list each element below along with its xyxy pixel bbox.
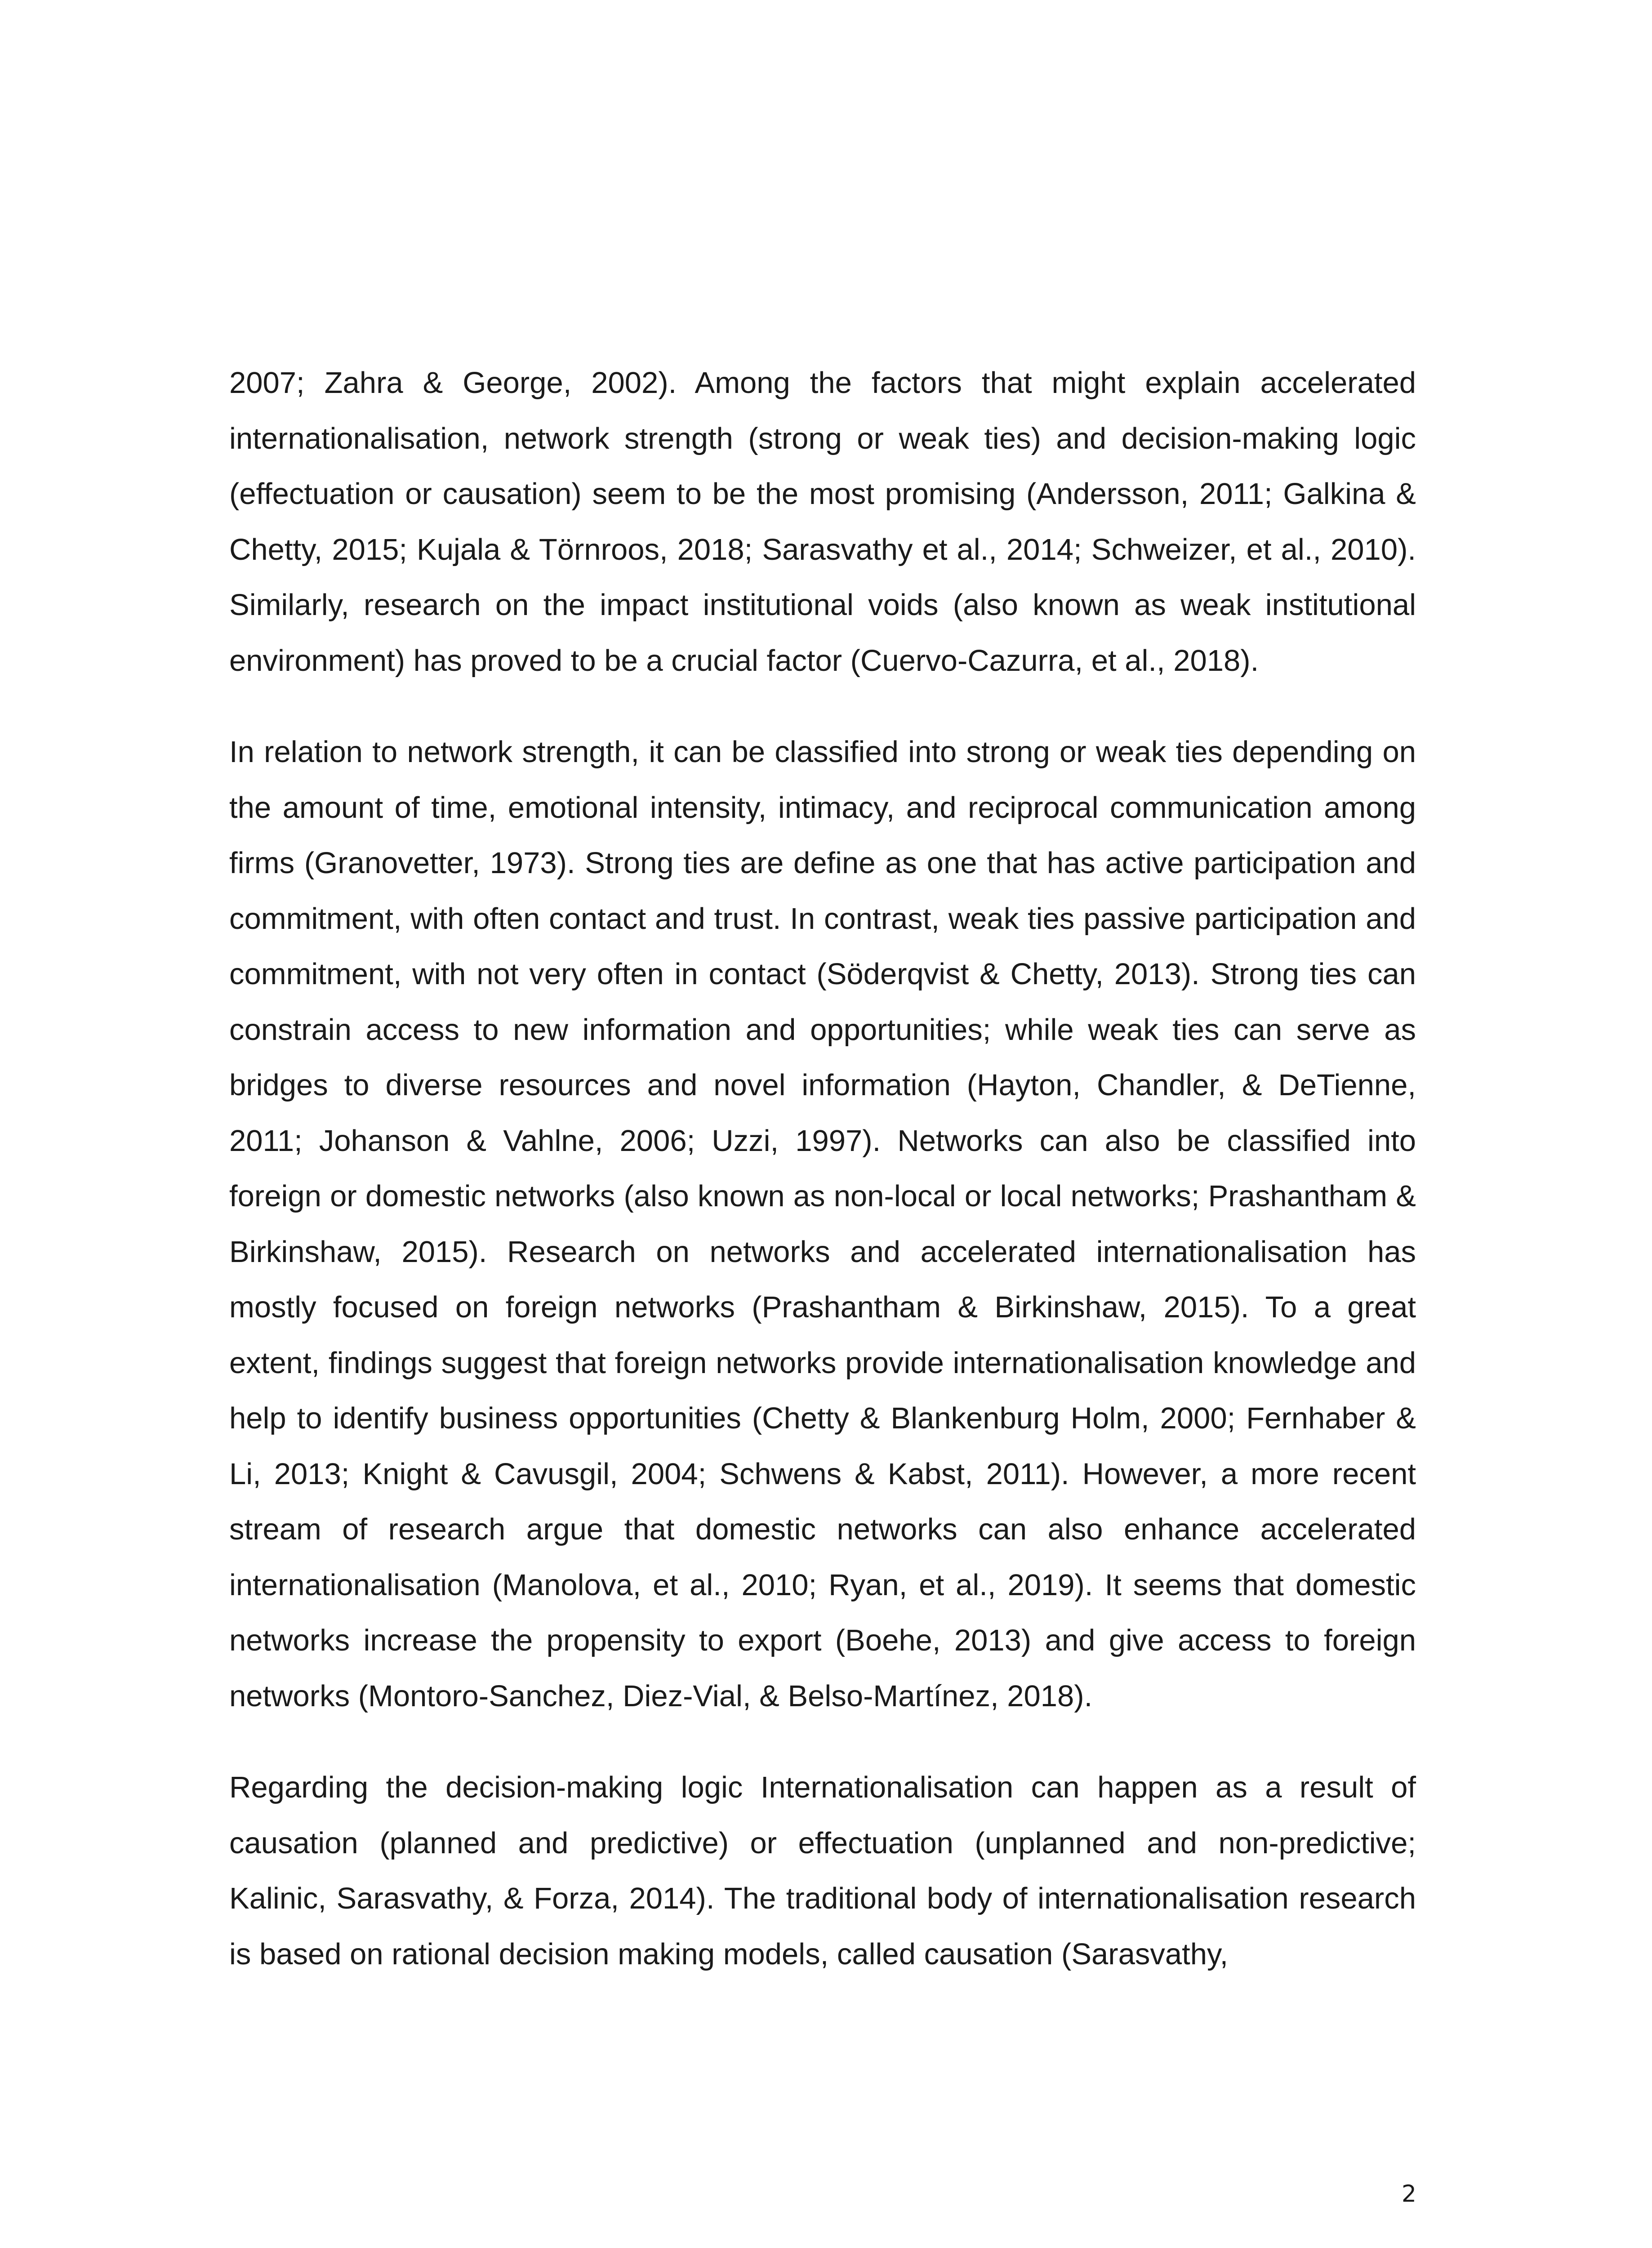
paragraph-3: Regarding the decision-making logic Internationalisation can happen as a result of causation (planned and predictive) or effectuation (unplanned and non-predictive; Kalinic, Sarasvathy, & Forza, 2014). The traditional body of internationalisation research is based on rational decision making models, called causation (Sarasvathy, <box>229 1771 1416 1971</box>
body-text <box>229 355 1416 2018</box>
paragraph-2: In relation to network strength, it can be classified into strong or weak ties depending on the amount of time, emotional intensity, intimacy, and reciprocal communication among firms (Granovetter, 1973). Strong ties are define as one that has active participation and commitment, with often contact and trust. In contrast, weak ties passive participation and commitment, with not very often in contact (Söderqvist & Chetty, 2013). Strong ties can constrain access to new information and opportunities; while weak ties can serve as bridges to diverse resources and novel information (Hayton, Chandler, & DeTienne, 2011; Johanson & Vahlne, 2006; Uzzi, 1997). Networks can also be classified into foreign or domestic networks (also known as non-local or local networks; Prashantham & Birkinshaw, 2015). Research on networks and accelerated internationalisation has mostly focused on foreign networks (Prashantham & Birkinshaw, 2015). To a great extent, findings suggest that foreign networks provide internationalisation knowledge and help to identify business opportunities (Chetty & Blankenburg Holm, 2000; Fernhaber & Li, 2013; Knight & Cavusgil, 2004; Schwens & Kabst, 2011). However, a more recent stream of research argue that domestic networks can also enhance accelerated internationalisation (Manolova, et al., 2010; Ryan, et al., 2019). It seems that domestic networks increase the propensity to export (Boehe, 2013) and give access to foreign networks (Montoro-Sanchez, Diez-Vial, & Belso-Martínez, 2018). <box>229 735 1416 1713</box>
paragraph-1: 2007; Zahra & George, 2002). Among the factors that might explain accelerated internationalisation, network strength (strong or weak ties) and decision-making logic (effectuation or causation) seem to be the most promising (Andersson, 2011; Galkina & Chetty, 2015; Kujala & Törnroos, 2018; Sarasvathy et al., 2014; Schweizer, et al., 2010). Similarly, research on the impact institutional voids (also known as weak institutional environment) has proved to be a crucial factor (Cuervo-Cazurra, et al., 2018). <box>229 366 1416 678</box>
page-number: 2 <box>1401 2181 1416 2208</box>
